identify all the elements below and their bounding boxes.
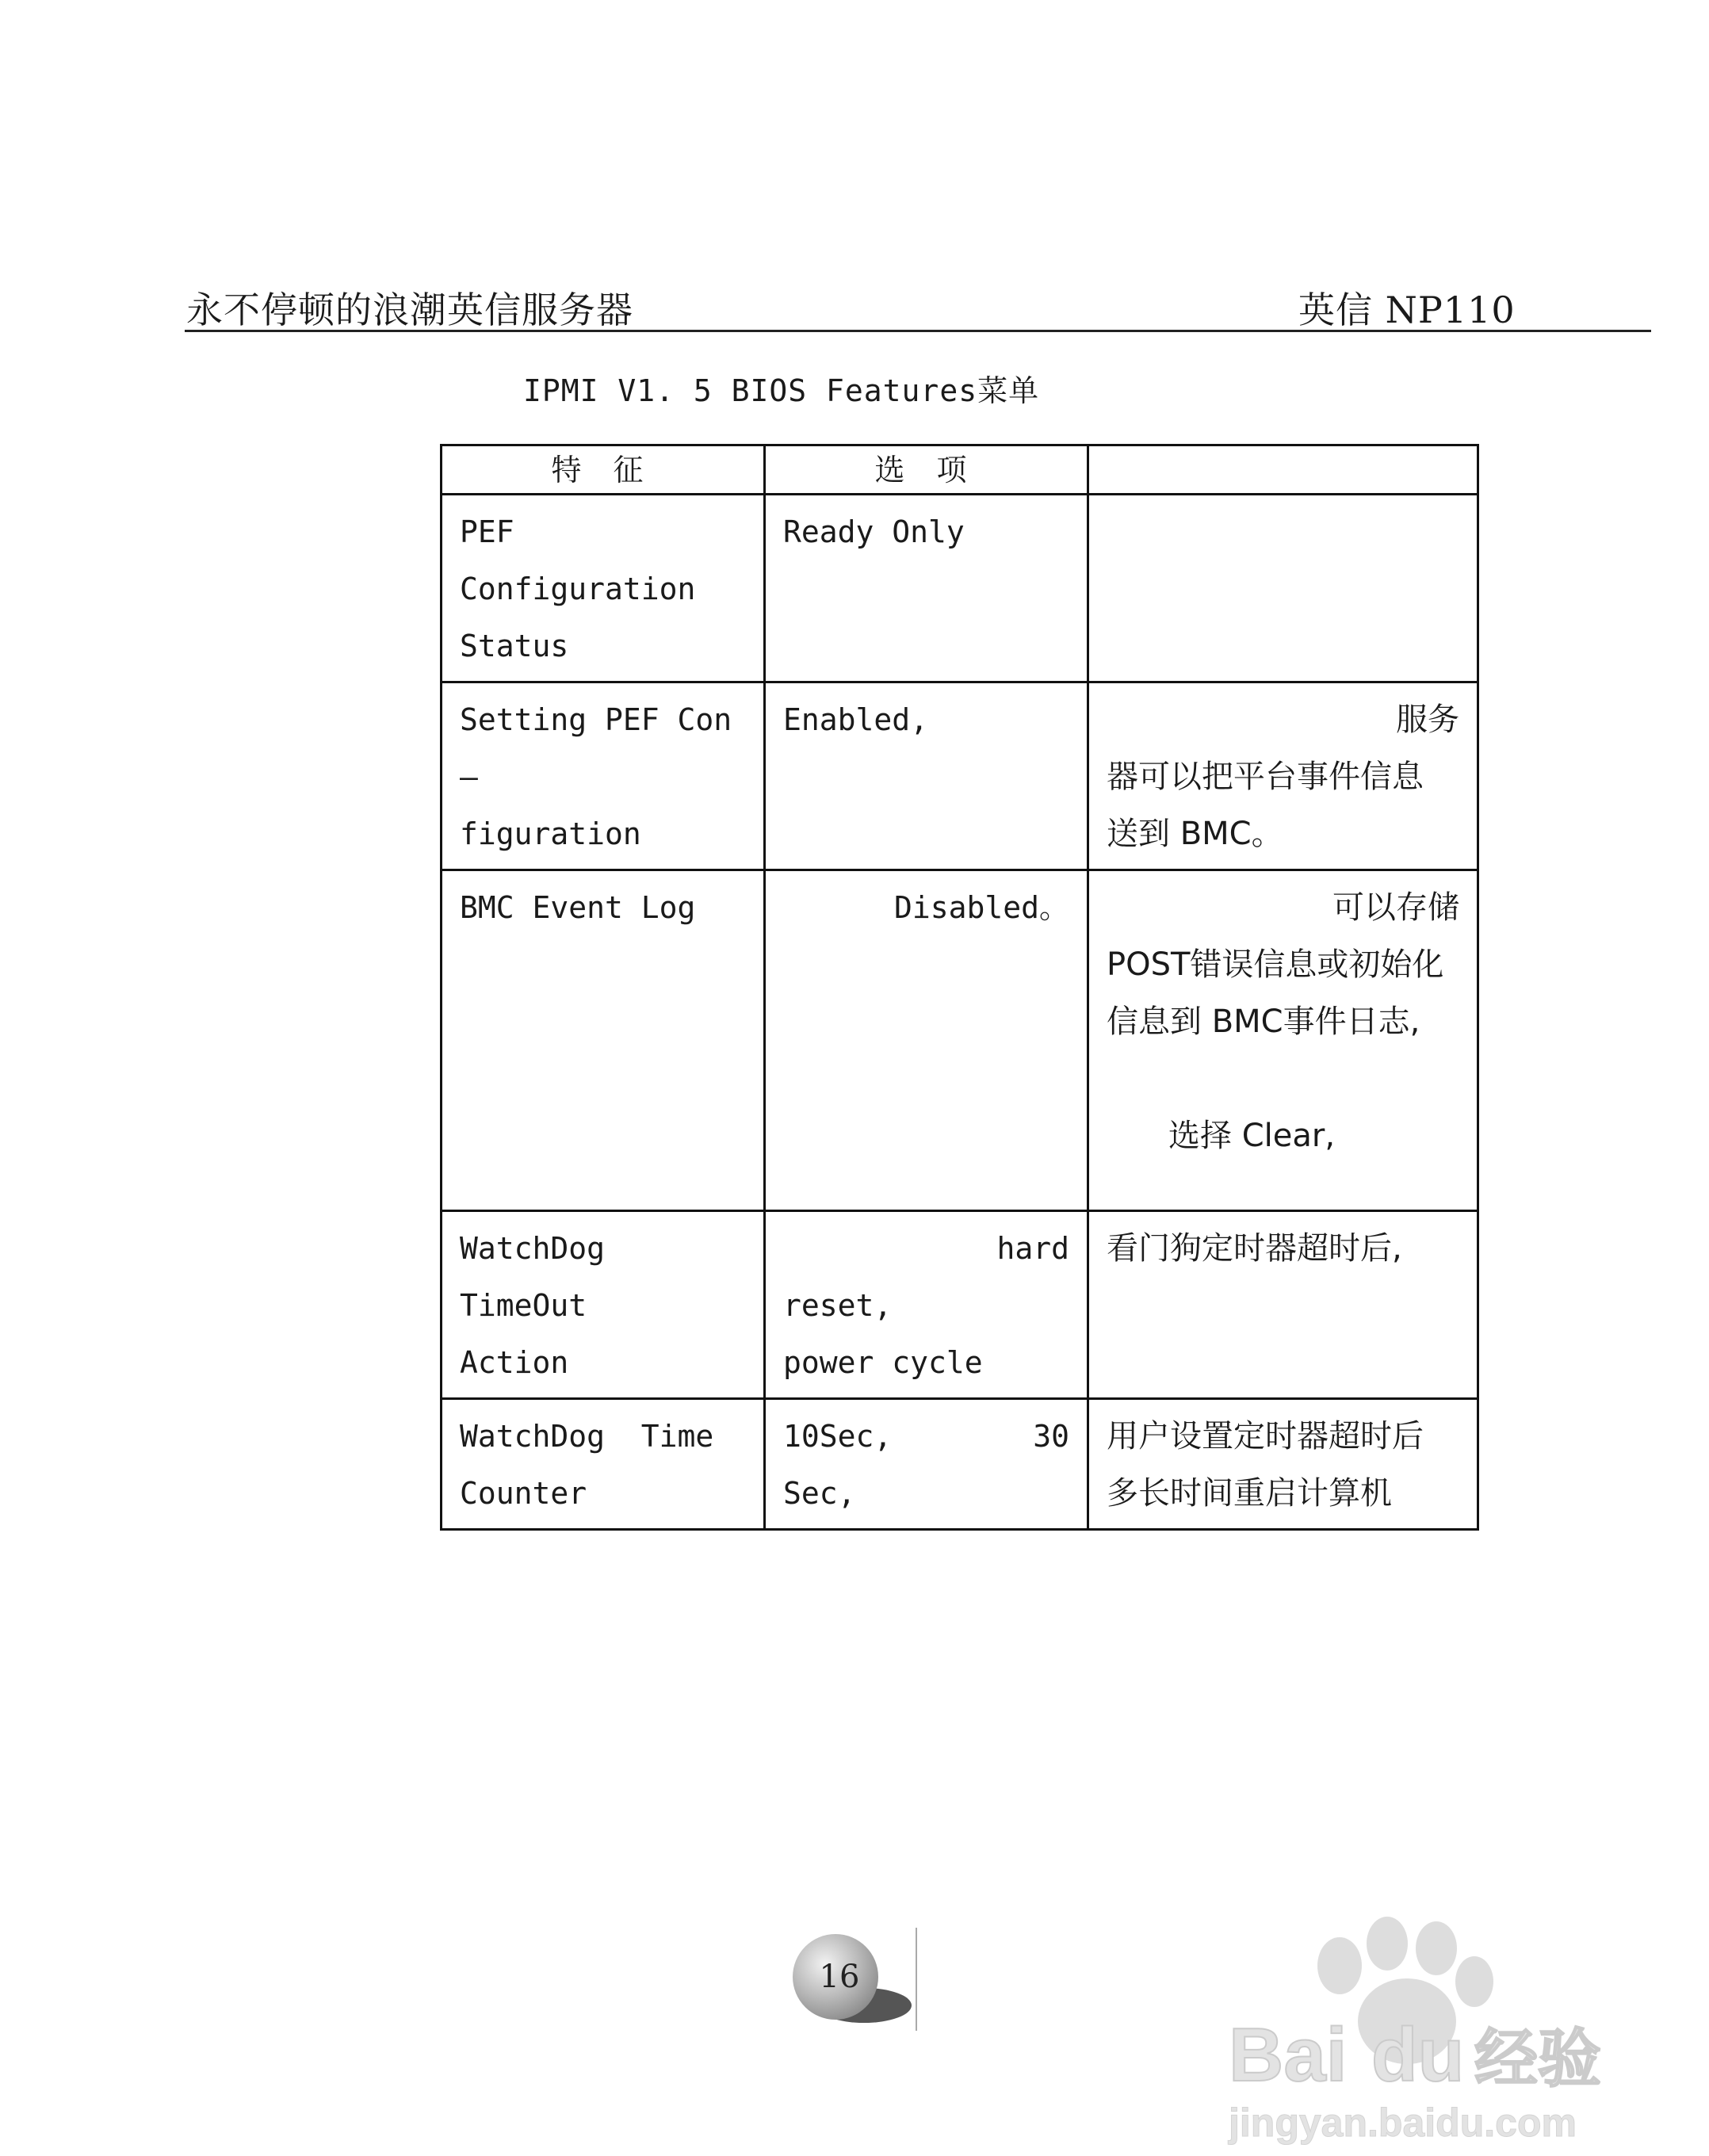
- table-row: [442, 495, 1478, 682]
- feature-cell: [442, 870, 765, 1211]
- option-line: reset,: [783, 1288, 893, 1323]
- feature-line: Counter: [460, 1476, 587, 1511]
- feature-cell: [442, 682, 765, 870]
- description-spacer: [1107, 1050, 1459, 1107]
- feature-line: PEF Configuration: [460, 514, 696, 606]
- watermark-brand-right: du: [1371, 2013, 1465, 2097]
- description-line: 可以存储: [1332, 889, 1459, 926]
- header-feature: 特 征: [442, 445, 765, 495]
- table-row: [442, 1211, 1478, 1399]
- description-cell: [1088, 1211, 1478, 1399]
- baidu-watermark: [1213, 1902, 1625, 2156]
- description-line: 多长时间重启计算机: [1107, 1475, 1392, 1512]
- table-caption: IPMI V1. 5 BIOS Features菜单: [523, 373, 1040, 408]
- description-cell: [1088, 495, 1478, 682]
- feature-line: WatchDog Time: [460, 1419, 714, 1454]
- option-cell: [765, 495, 1088, 682]
- option-line: 30: [1033, 1419, 1069, 1454]
- watermark-brand-left: Bai: [1229, 2013, 1348, 2097]
- features-table: [440, 444, 1479, 1531]
- option-line: Enabled,: [783, 702, 929, 737]
- feature-line: Action: [460, 1345, 569, 1380]
- feature-line: Status: [460, 629, 569, 663]
- table-row: [442, 682, 1478, 870]
- page-divider: [916, 1928, 917, 2031]
- description-cell: [1088, 870, 1478, 1211]
- feature-line: Setting PEF Con—: [460, 702, 732, 794]
- description-line: 器可以把平台事件信息: [1107, 759, 1424, 795]
- watermark-url: jingyan.baidu.com: [1229, 2101, 1577, 2145]
- feature-line: WatchDog TimeOut: [460, 1231, 606, 1323]
- description-line: 信息到 BMC事件日志,: [1107, 1003, 1420, 1040]
- option-cell: [765, 682, 1088, 870]
- feature-line: figuration: [460, 816, 641, 851]
- description-cell: [1088, 1399, 1478, 1530]
- option-cell: [765, 1399, 1088, 1530]
- header-right-title: 英信 NP110: [1298, 289, 1516, 331]
- description-line: POST错误信息或初始化: [1107, 946, 1444, 983]
- header-left-title: 永不停顿的浪潮英信服务器: [186, 289, 633, 331]
- option-line: power cycle: [783, 1345, 983, 1380]
- option-line-pair: [783, 1408, 1069, 1465]
- table-row: [442, 870, 1478, 1211]
- option-cell: [765, 1211, 1088, 1399]
- option-line: Ready Only: [783, 514, 965, 549]
- header-description: [1088, 445, 1478, 495]
- page-number: 16: [819, 1959, 860, 1995]
- option-line: hard: [996, 1231, 1069, 1266]
- header-rule: [185, 330, 1651, 332]
- table-row: [442, 1399, 1478, 1530]
- description-line: 选择 Clear,: [1168, 1118, 1336, 1154]
- description-line: 用户设置定时器超时后: [1107, 1418, 1424, 1455]
- table-header-row: [442, 445, 1478, 495]
- feature-cell: [442, 495, 765, 682]
- description-line: 服务: [1396, 701, 1459, 738]
- option-line: Disabled。: [893, 890, 1069, 925]
- description-line: 送到 BMC。: [1107, 816, 1283, 852]
- option-cell: [765, 870, 1088, 1211]
- description-line: 看门狗定时器超时后,: [1107, 1230, 1402, 1267]
- option-line: Sec,: [783, 1476, 856, 1511]
- feature-cell: [442, 1211, 765, 1399]
- watermark-brand-cn: 经验: [1474, 2022, 1601, 2096]
- header-option: 选 项: [765, 445, 1088, 495]
- description-cell: [1088, 682, 1478, 870]
- feature-line: BMC Event Log: [460, 890, 696, 925]
- option-line: 10Sec,: [783, 1419, 893, 1454]
- feature-cell: [442, 1399, 765, 1530]
